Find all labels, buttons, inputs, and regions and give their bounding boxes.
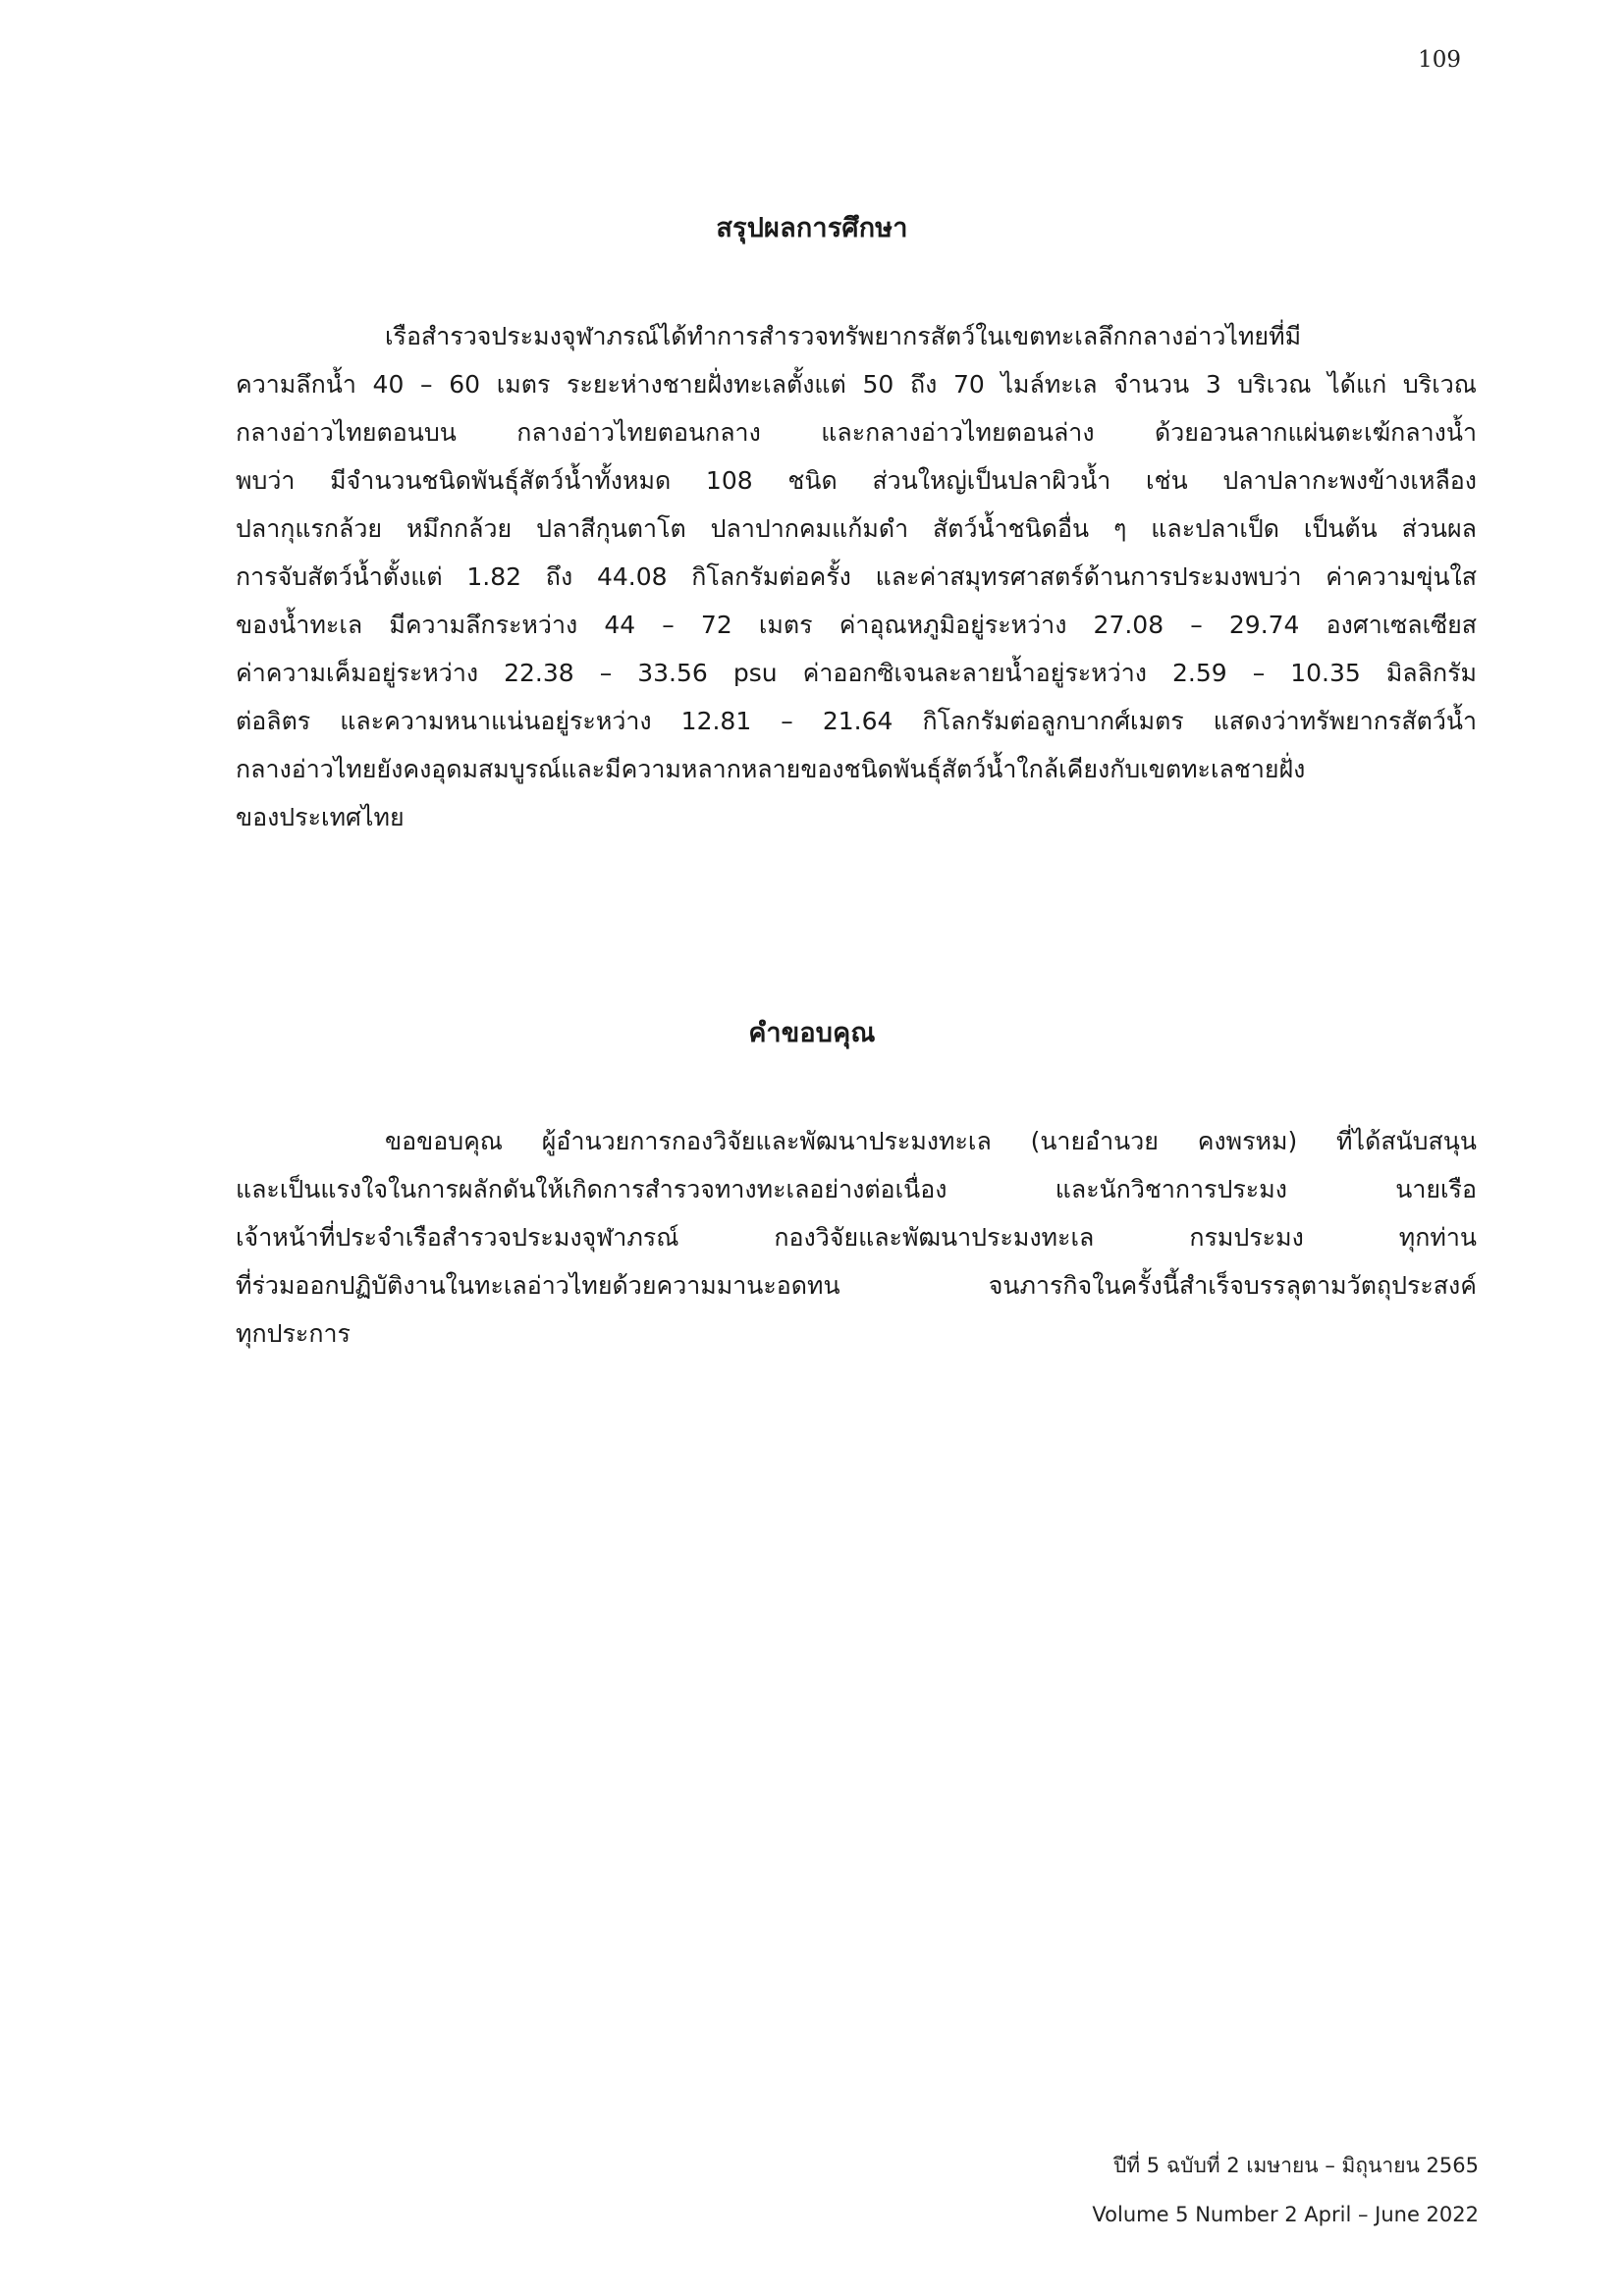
paragraph-line: ปลากุแรกล้วย หมึกกล้วย ปลาสีกุนตาโต ปลาปากคมแก้มดำ สัตว์น้ำชนิดอื่น ๆ และปลาเป็ด เป็นต้น ส่วนผล	[236, 514, 1477, 543]
paragraph-line: ต่อลิตร และความหนาแน่นอยู่ระหว่าง 12.81 – 21.64 กิโลกรัมต่อลูกบากศ์เมตร แสดงว่าทรัพยากรสัตว์น้ำ	[236, 707, 1477, 735]
paragraph-line: เจ้าหน้าที่ประจำเรือสำรวจประมงจุฬาภรณ์ กองวิจัยและพัฒนาประมงทะเล กรมประมง ทุกท่าน	[236, 1223, 1477, 1252]
footer-issue-thai: ปีที่ 5 ฉบับที่ 2 เมษายน – มิถุนายน 2565	[1112, 2154, 1479, 2177]
paragraph-line: ค่าความเค็มอยู่ระหว่าง 22.38 – 33.56 psu ค่าออกซิเจนละลายน้ำอยู่ระหว่าง 2.59 – 10.35 มิลลิกรัม	[236, 659, 1477, 687]
paragraph-line: กลางอ่าวไทยตอนบน กลางอ่าวไทยตอนกลาง และกลางอ่าวไทยตอนล่าง ด้วยอวนลากแผ่นตะเฆ้กลางน้ำ	[236, 418, 1477, 447]
paragraph-line: ของน้ำทะเล มีความลึกระหว่าง 44 – 72 เมตร ค่าอุณหภูมิอยู่ระหว่าง 27.08 – 29.74 องศาเซลเซียส	[236, 611, 1477, 639]
paragraph-line: เรือสำรวจประมงจุฬาภรณ์ได้ทำการสำรวจทรัพยากรสัตว์ในเขตทะเลลึกกลางอ่าวไทยที่มี	[385, 322, 1302, 350]
page-number: 109	[1418, 47, 1461, 73]
paragraph-line: การจับสัตว์น้ำตั้งแต่ 1.82 ถึง 44.08 กิโลกรัมต่อครั้ง และค่าสมุทรศาสตร์ด้านการประมงพบว่า ค่าความขุ่นใส	[236, 562, 1477, 591]
paragraph-line: ของประเทศไทย	[236, 803, 405, 831]
paragraph-line: ขอขอบคุณ ผู้อำนวยการกองวิจัยและพัฒนาประมงทะเล (นายอำนวย คงพรหม) ที่ได้สนับสนุน	[385, 1127, 1477, 1155]
paragraph-line: ทุกประการ	[236, 1319, 351, 1348]
acknowledgement-paragraph	[236, 1117, 1477, 1358]
paragraph-line: และเป็นแรงใจในการผลักดันให้เกิดการสำรวจทางทะเลอย่างต่อเนื่อง และนักวิชาการประมง นายเรือ	[236, 1175, 1477, 1203]
summary-paragraph	[236, 312, 1477, 841]
paragraph-line: ที่ร่วมออกปฏิบัติงานในทะเลอ่าวไทยด้วยความมานะอดทน จนภารกิจในครั้งนี้สำเร็จบรรลุตามวัตถุประสงค์	[236, 1271, 1477, 1300]
footer-issue-english: Volume 5 Number 2 April – June 2022	[1092, 2203, 1479, 2226]
paragraph-line: ความลึกน้ำ 40 – 60 เมตร ระยะห่างชายฝั่งทะเลตั้งแต่ 50 ถึง 70 ไมล์ทะเล จำนวน 3 บริเวณ ได้แก่ บริเวณ	[236, 370, 1477, 399]
paragraph-line: พบว่า มีจำนวนชนิดพันธุ์สัตว์น้ำทั้งหมด 108 ชนิด ส่วนใหญ่เป็นปลาผิวน้ำ เช่น ปลาปลากะพงข้างเหลือง	[236, 466, 1477, 495]
section-heading-acknowledgement: คำขอบคุณ	[748, 1018, 876, 1048]
paragraph-line: กลางอ่าวไทยยังคงอุดมสมบูรณ์และมีความหลากหลายของชนิดพันธุ์สัตว์น้ำใกล้เคียงกับเขตทะเลชายฝั่ง	[236, 755, 1306, 783]
section-heading-summary: สรุปผลการศึกษา	[716, 213, 908, 243]
